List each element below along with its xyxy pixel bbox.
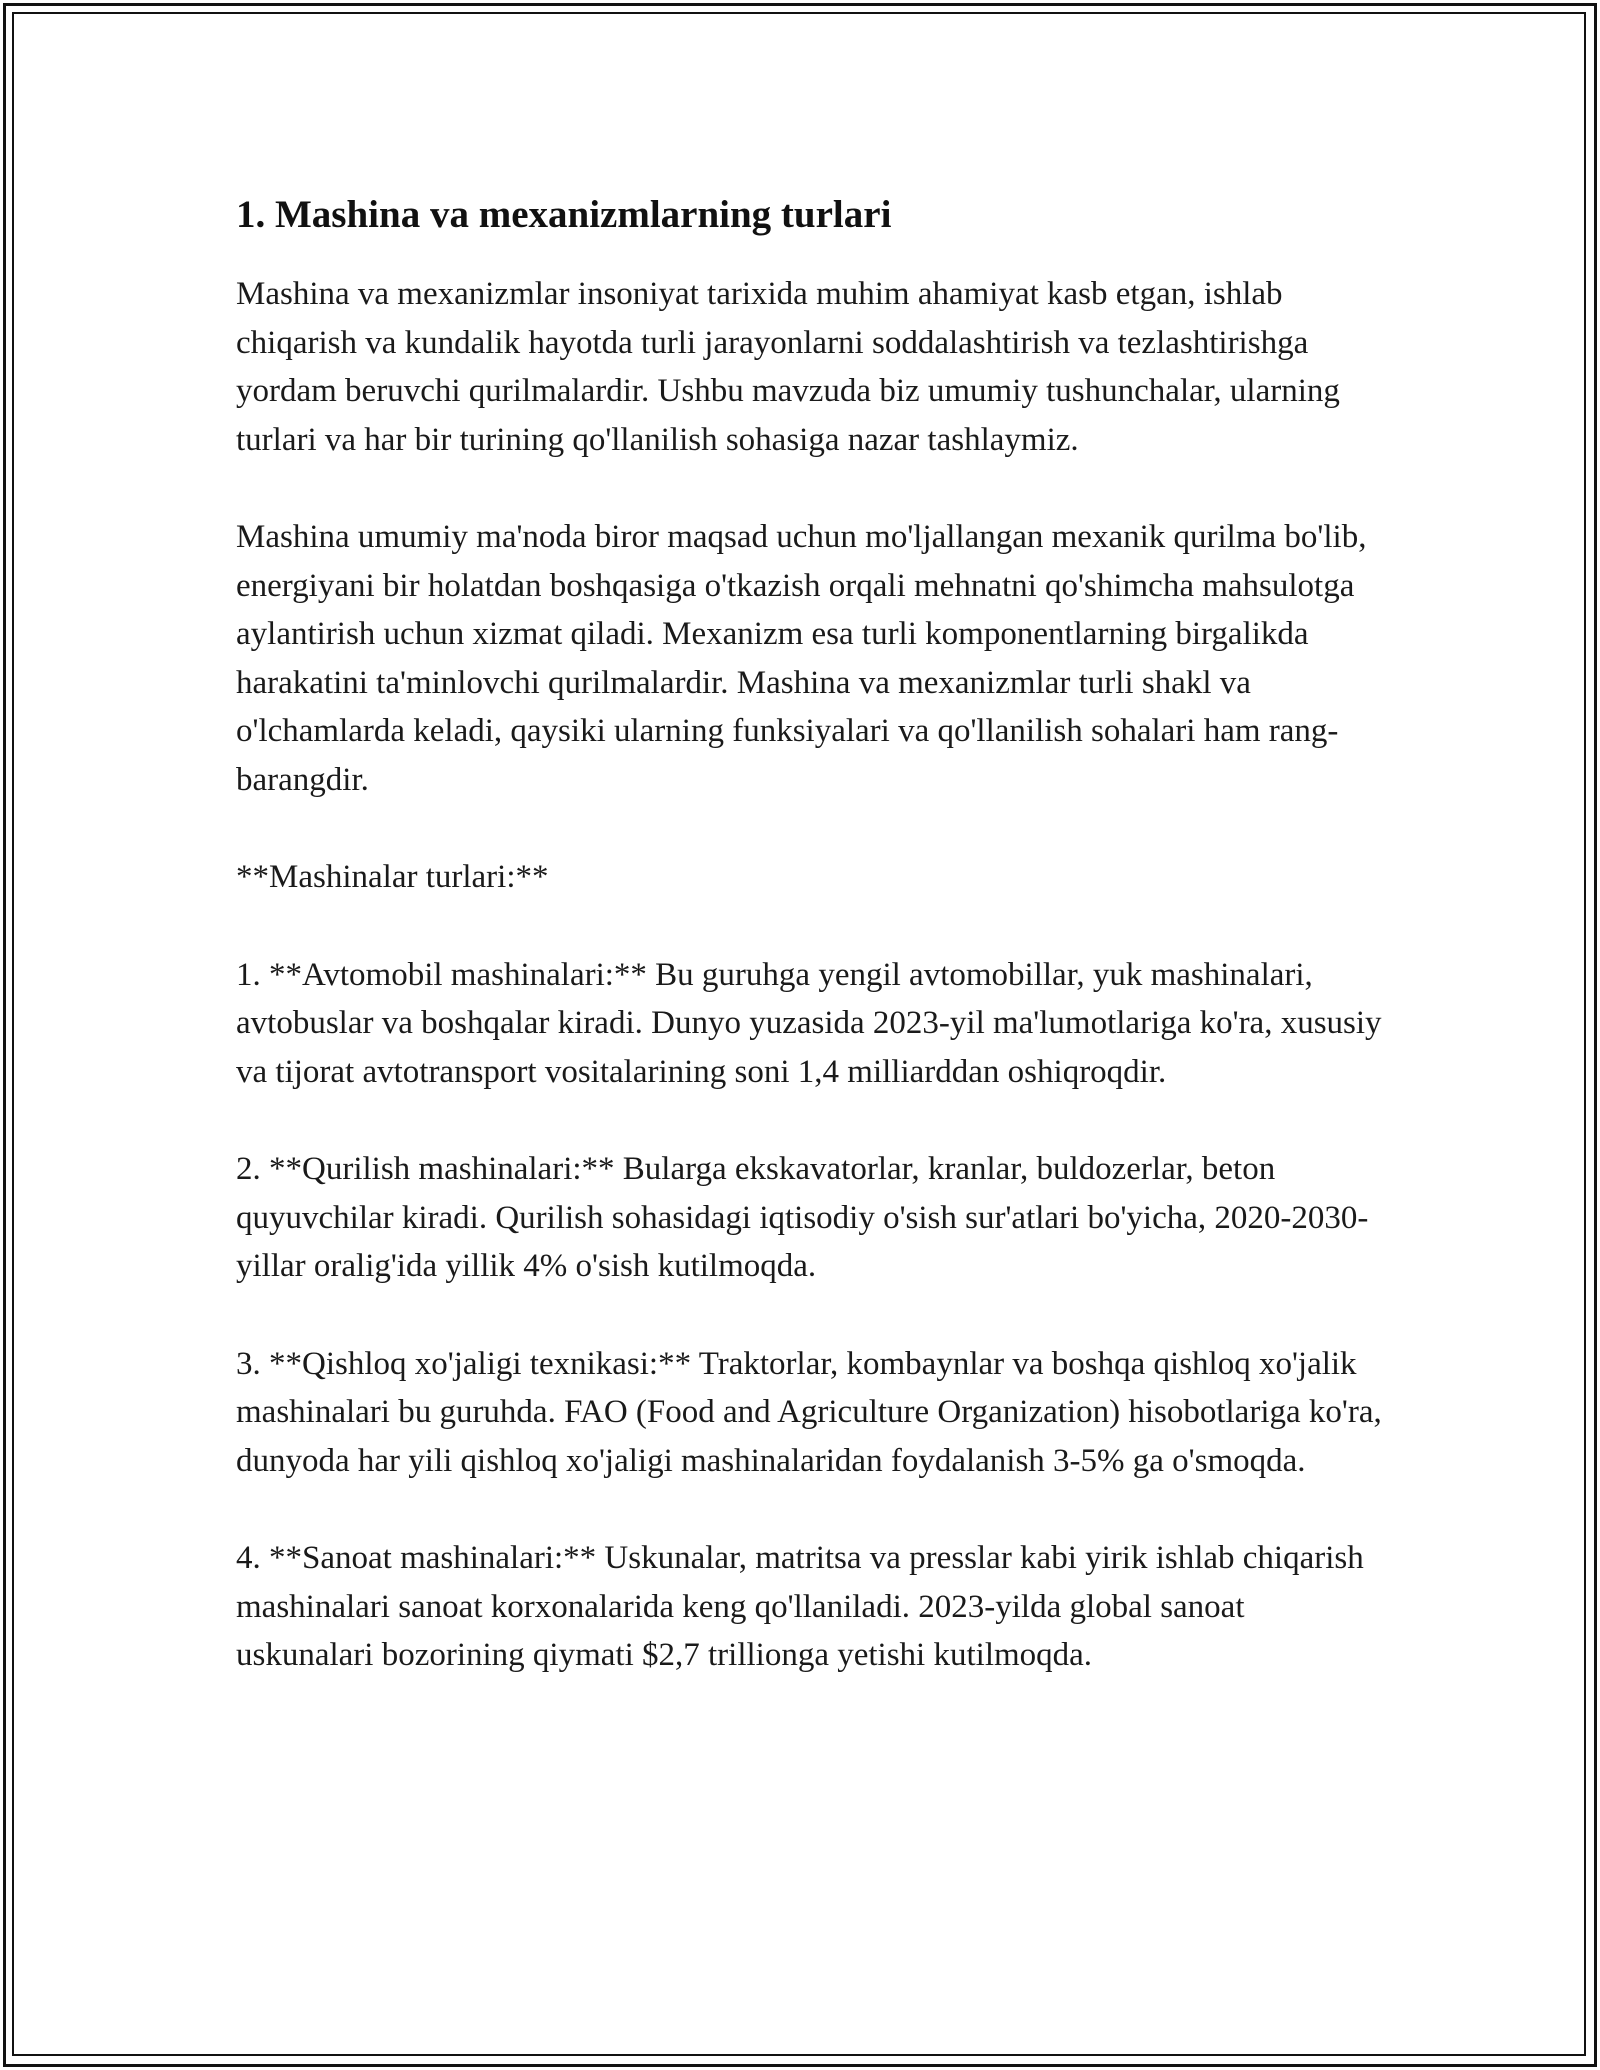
document-heading: 1. Mashina va mexanizmlarning turlari — [236, 193, 892, 236]
list-item-automobile: 1. **Avtomobil mashinalari:** Bu guruhga yengil avtomobillar, yuk mashinalari, avtobuslar va boshqalar kiradi. Dunyo yuzasida 2023-yil ma'lumotlariga ko'ra, xususiy va tijorat avtotransport vositalarining soni 1,4 milliarddan oshiqroqdir. — [236, 956, 1382, 1090]
list-item-agriculture: 3. **Qishloq xo'jaligi texnikasi:** Traktorlar, kombaynlar va boshqa qishloq xo'jalik mashinalari bu guruhda. FAO (Food and Agriculture Organization) hisobotlariga ko'ra, dunyoda har yili qishloq xo'jaligi mashinalaridan foydalanish 3-5% ga o'smoqda. — [236, 1345, 1382, 1479]
list-item-construction: 2. **Qurilish mashinalari:** Bularga ekskavatorlar, kranlar, buldozerlar, beton quyuvchilar kiradi. Qurilish sohasidagi iqtisodiy o'sish sur'atlari bo'yicha, 2020-2030-yillar oralig'ida yillik 4% o'sish kutilmoqda. — [236, 1151, 1369, 1284]
section-subheading: **Mashinalar turlari:** — [236, 859, 549, 895]
document-body — [236, 188, 1386, 1729]
paragraph-intro: Mashina va mexanizmlar insoniyat tarixida muhim ahamiyat kasb etgan, ishlab chiqarish va kundalik hayotda turli jarayonlarni soddalashtirish va tezlashtirishga yordam beruvchi qurilmalardir. Ushbu mavzuda biz umumiy tushunchalar, ularning turlari va har bir turining qo'llanilish sohasiga nazar tashlaymiz. — [236, 276, 1340, 458]
list-item-industrial: 4. **Sanoat mashinalari:** Uskunalar, matritsa va presslar kabi yirik ishlab chiqarish mashinalari sanoat korxonalarida keng qo'llaniladi. 2023-yilda global sanoat uskunalari bozorining qiymati $2,7 trillionga yetishi kutilmoqda. — [236, 1540, 1364, 1673]
paragraph-definition: Mashina umumiy ma'noda biror maqsad uchun mo'ljallangan mexanik qurilma bo'lib, energiyani bir holatdan boshqasiga o'tkazish orqali mehnatni qo'shimcha mahsulotga aylantirish uchun xizmat qiladi. Mexanizm esa turli komponentlarning birgalikda harakatini ta'minlovchi qurilmalardir. Mashina va mexanizmlar turli shakl va o'lchamlarda keladi, qaysiki ularning funksiyalari va qo'llanilish sohalari ham rang-barangdir. — [236, 519, 1367, 798]
